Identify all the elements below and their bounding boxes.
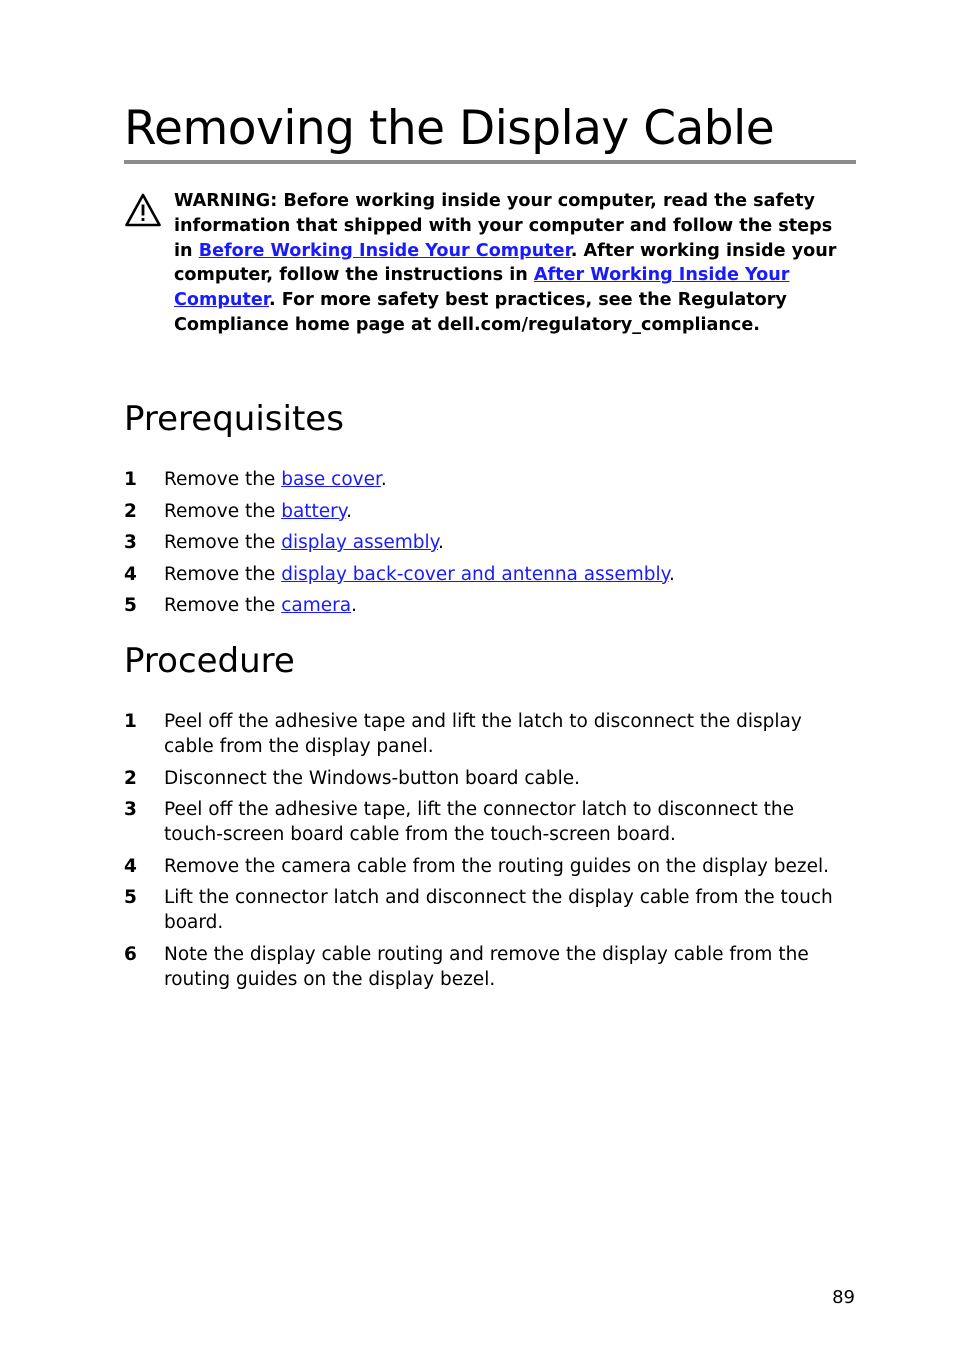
- display-assembly-link[interactable]: display assembly: [281, 532, 438, 553]
- warning-text-part: . After working inside your computer, follow the instructions in: [174, 240, 837, 286]
- step-text: Disconnect the Windows-button board cable.: [164, 767, 581, 789]
- list-item: [124, 467, 856, 492]
- step-text: Peel off the adhesive tape and lift the latch to disconnect the display cable from the display panel.: [164, 711, 802, 757]
- step-number: 5: [124, 887, 137, 908]
- list-item: [124, 942, 856, 992]
- base-cover-link[interactable]: base cover: [281, 469, 381, 490]
- list-item: [124, 797, 856, 847]
- camera-link[interactable]: camera: [281, 595, 352, 616]
- step-text: .: [351, 595, 357, 616]
- step-number: 3: [124, 799, 137, 820]
- warning-triangle-icon: [124, 192, 162, 228]
- step-text: Remove the camera cable from the routing guides on the display bezel.: [164, 855, 829, 877]
- step-text: .: [346, 500, 352, 522]
- step-number: 3: [124, 532, 137, 553]
- step-text: Remove the: [164, 532, 282, 553]
- step-text: Lift the connector latch and disconnect the display cable from the touch board.: [164, 887, 833, 933]
- step-text: Peel off the adhesive tape, lift the connector latch to disconnect the touch-screen board cable from the touch-screen board.: [164, 799, 794, 845]
- page-title: Removing the Display Cable: [124, 101, 775, 156]
- step-text: Remove the: [164, 500, 282, 522]
- step-number: 2: [124, 500, 137, 522]
- step-text: Note the display cable routing and remove the display cable from the routing guides on the display bezel.: [164, 943, 809, 990]
- step-number: 6: [124, 943, 137, 965]
- list-item: [124, 593, 856, 618]
- step-number: 1: [124, 711, 137, 732]
- prerequisites-list: [124, 467, 856, 625]
- title-divider: [124, 160, 856, 164]
- step-text: Remove the: [164, 595, 282, 616]
- list-item: [124, 709, 856, 759]
- step-number: 5: [124, 595, 137, 616]
- step-text: .: [668, 563, 675, 585]
- step-text: Remove the: [164, 563, 282, 585]
- prerequisites-heading: Prerequisites: [124, 399, 344, 439]
- list-item: [124, 562, 856, 587]
- before-working-link[interactable]: Before Working Inside Your Computer: [198, 240, 571, 261]
- display-back-cover-link[interactable]: display back-cover and antenna assembly: [281, 563, 669, 585]
- list-item: [124, 854, 856, 879]
- step-text: .: [437, 532, 444, 553]
- step-number: 1: [124, 469, 137, 490]
- list-item: [124, 766, 856, 791]
- page-number: 89: [832, 1287, 855, 1308]
- step-text: .: [380, 469, 387, 490]
- battery-link[interactable]: battery: [281, 500, 347, 522]
- step-text: Remove the: [164, 469, 282, 490]
- list-item: [124, 499, 856, 524]
- warning-text-part: . For more safety best practices, see the Regulatory Compliance home page at dell.com/regulatory_compliance.: [174, 290, 787, 335]
- list-item: [124, 885, 856, 935]
- list-item: [124, 530, 856, 555]
- procedure-heading: Procedure: [124, 641, 295, 681]
- procedure-list: [124, 709, 856, 998]
- warning-text-part: WARNING: Before working inside your computer, read the safety information that shipped with your computer and follow the steps in: [174, 191, 833, 261]
- step-number: 2: [124, 767, 137, 789]
- step-number: 4: [124, 563, 137, 585]
- after-working-link[interactable]: After Working Inside Your Computer: [174, 265, 790, 311]
- step-number: 4: [124, 855, 137, 877]
- warning-message: [174, 189, 856, 338]
